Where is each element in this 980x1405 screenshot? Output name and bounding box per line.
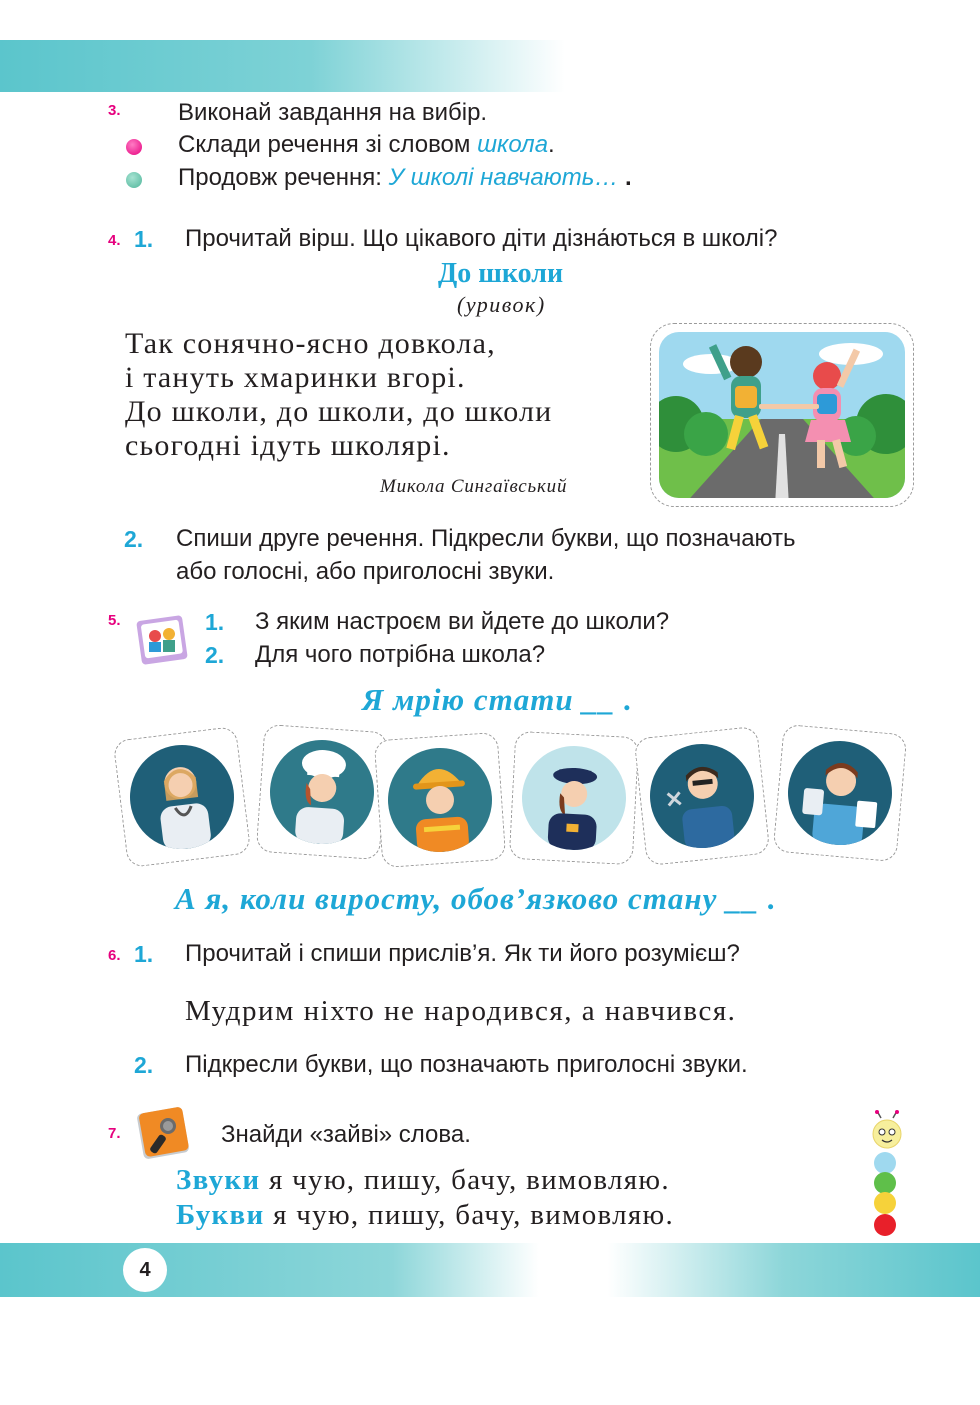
grow-phrase: А я, коли виросту, обов’язково стану __ . [175,881,777,916]
dream-phrase: Я мрію стати __ . [362,682,633,717]
poem-subtitle: (уривок) [457,292,546,317]
task-6-sub-1-text: Прочитай і спиши прислів’я. Як ти його розумієш? [185,940,740,967]
task-7-line-2: Букви я чую, пишу, бачу, вимовляю. [176,1199,675,1231]
task-7-line-1: Звуки я чую, пишу, бачу, вимовляю. [176,1164,670,1196]
task-6-sub-1-number: 1. [134,941,154,967]
poem-line-2: і тануть хмаринки вгорі. [125,361,466,394]
profession-card-firefighter [374,732,507,868]
task-3-title: Виконай завдання на вибір. [178,99,488,126]
profession-card-hairdresser [634,726,771,866]
task-6-number: 6. [108,947,121,964]
poem-line-3: До школи, до школи, до школи [125,395,553,428]
task-4-sub-2-line-2: або голосні, або приголосні звуки. [176,558,555,585]
header-band [0,40,565,92]
task-7-number: 7. [108,1125,121,1142]
task-5-q1-number: 1. [205,609,225,635]
poem-author: Микола Сингаївський [380,476,568,497]
poem-line-1: Так сонячно-ясно довкола, [125,327,496,360]
task-5-number: 5. [108,612,121,629]
page-number: 4 [123,1248,167,1292]
profession-card-cook [256,724,389,860]
task-3-option-1: Склади речення зі словом школа. [178,131,555,158]
caterpillar-mascot-icon [874,1110,904,1240]
task-5-q2-number: 2. [205,642,225,668]
profession-card-police [509,731,640,865]
doctor-icon [124,739,240,855]
accountant-icon [784,737,897,850]
school-kids-illustration [650,323,914,507]
children-book-icon [135,612,189,666]
pink-bullet-icon [126,139,142,155]
poem-title: До школи [438,258,564,289]
task-4-sub-2-number: 2. [124,526,144,552]
task-6-sub-2-number: 2. [134,1052,154,1078]
microphone-icon [134,1104,192,1162]
profession-card-accountant [773,724,908,862]
teal-bullet-icon [126,172,142,188]
task-3-option-2: Продовж речення: У школі навчають… . [178,164,632,191]
police-icon [519,743,628,852]
proverb: Мудрим ніхто не народився, а навчився. [185,995,737,1027]
profession-card-doctor [113,726,252,868]
task-5-q2-text: Для чого потрібна школа? [255,641,546,668]
task-3-number: 3. [108,102,121,119]
task-7-text: Знайди «зайві» слова. [221,1121,471,1148]
cook-icon [266,736,377,847]
task-5-q1-text: З яким настроєм ви йдете до школи? [255,608,670,635]
task-4-number: 4. [108,232,121,249]
task-6-sub-2-text: Підкресли букви, що позначають приголосні звуки. [185,1051,748,1078]
task-4-sub-1-text: Прочитай вірш. Що цікавого діти дізна́ються в школі? [185,225,778,252]
firefighter-icon [384,744,495,855]
hairdresser-icon [645,739,759,853]
task-4-sub-1-number: 1. [134,226,154,252]
poem-line-4: сьогодні ідуть школярі. [125,429,451,462]
task-4-sub-2-line-1: Спиши друге речення. Підкресли букви, що позначають [176,525,796,552]
